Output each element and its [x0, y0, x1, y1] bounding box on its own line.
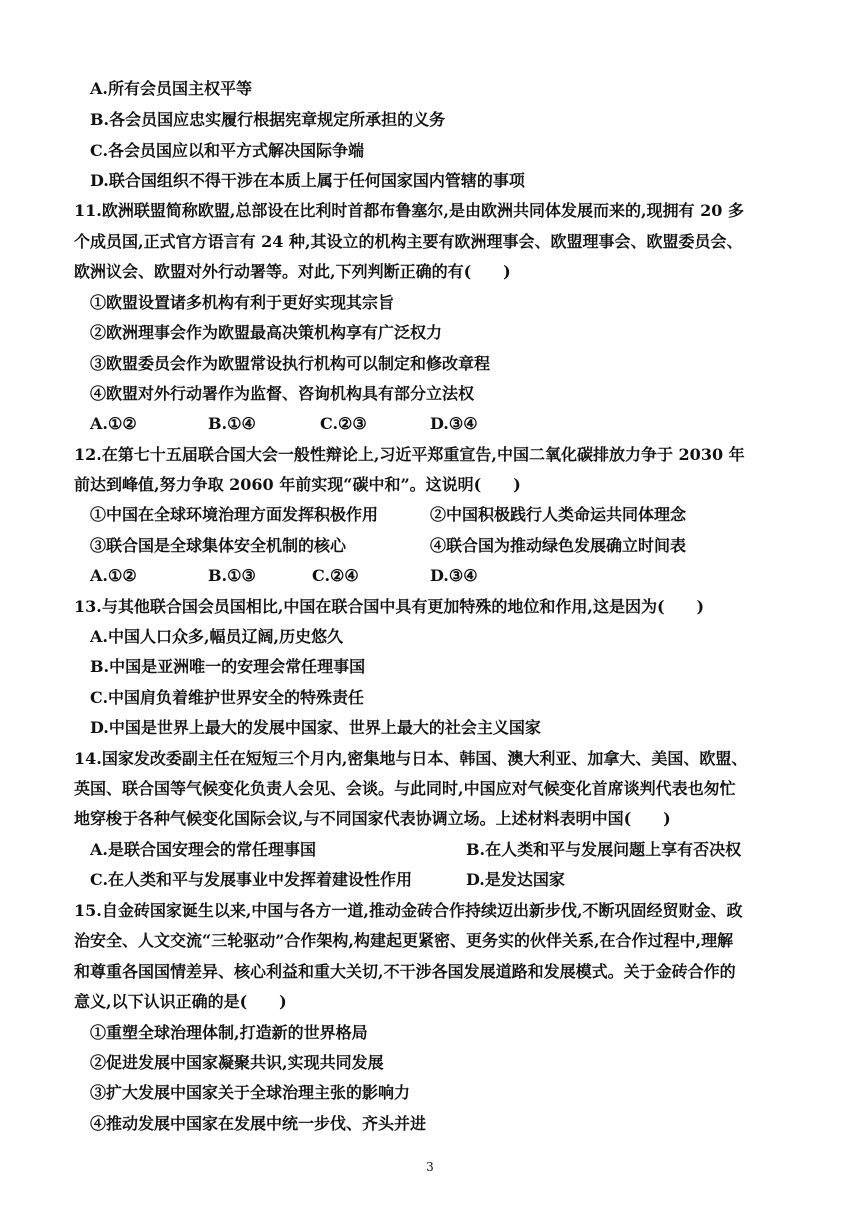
q13-option-d: D.中国是世界上最大的发展中国家、世界上最大的社会主义国家: [90, 718, 541, 737]
q14-option-c: C.在人类和平与发展事业中发挥着建设性作用: [90, 870, 413, 889]
q11-choice-a: A.①②: [90, 414, 137, 433]
q11-statement-4: ④欧盟对外行动署作为监督、咨询机构具有部分立法权: [90, 384, 475, 403]
q15-stem-line-3: 和尊重各国国情差异、核心利益和重大关切,不干涉各国发展道路和发展模式。关于金砖合作的: [74, 962, 736, 981]
q11-choice-c: C.②③: [320, 414, 367, 433]
q11-choice-d: D.③④: [430, 414, 478, 433]
q14-option-a: A.是联合国安理会的常任理事国: [90, 840, 316, 859]
q10-option-c: C.各会员国应以和平方式解决国际争端: [90, 141, 365, 160]
q13-stem-line-1: 13.与其他联合国会员国相比,中国在联合国中具有更加特殊的地位和作用,这是因为( ): [74, 597, 705, 616]
q11-stem-line-2: 个成员国,正式官方语言有 24 种,其设立的机构主要有欧洲理事会、欧盟理事会、欧盟委员会、: [74, 232, 743, 251]
page-number: 3: [426, 1160, 434, 1174]
q14-stem-line-2: 英国、联合国等气候变化负责人会见、会谈。与此同时,中国应对气候变化首席谈判代表也匆忙: [74, 779, 736, 798]
q12-choice-b: B.①③: [208, 566, 256, 585]
q10-option-d: D.联合国组织不得干涉在本质上属于任何国家国内管辖的事项: [90, 171, 525, 190]
q12-choice-a: A.①②: [90, 566, 137, 585]
q14-option-b: B.在人类和平与发展问题上享有否决权: [466, 840, 742, 859]
q11-stem-line-3: 欧洲议会、欧盟对外行动署等。对此,下列判断正确的有( ): [74, 262, 511, 281]
q13-option-c: C.中国肩负着维护世界安全的特殊责任: [90, 688, 365, 707]
q12-stem-line-1: 12.在第七十五届联合国大会一般性辩论上,习近平郑重宣告,中国二氧化碳排放力争于 2030 年: [74, 445, 745, 464]
q13-option-b: B.中国是亚洲唯一的安理会常任理事国: [90, 657, 366, 676]
q11-stem-line-1: 11.欧洲联盟简称欧盟,总部设在比利时首都布鲁塞尔,是由欧洲共同体发展而来的,现拥有 20 多: [74, 201, 744, 220]
q12-statement-4: ④联合国为推动绿色发展确立时间表: [430, 536, 687, 555]
q13-option-a: A.中国人口众多,幅员辽阔,历史悠久: [90, 627, 344, 646]
q12-statement-1: ①中国在全球环境治理方面发挥积极作用: [90, 505, 379, 524]
q14-stem-line-3: 地穿梭于各种气候变化国际会议,与不同国家代表协调立场。上述材料表明中国( ): [74, 809, 671, 828]
q12-choice-d: D.③④: [430, 566, 478, 585]
q15-statement-4: ④推动发展中国家在发展中统一步伐、齐头并进: [90, 1114, 427, 1133]
q12-statement-3: ③联合国是全球集体安全机制的核心: [90, 536, 347, 555]
q15-statement-2: ②促进发展中国家凝聚共识,实现共同发展: [90, 1053, 384, 1072]
q15-stem-line-1: 15.自金砖国家诞生以来,中国与各方一道,推动金砖合作持续迈出新步伐,不断巩固经贸财金、政: [74, 901, 743, 920]
q14-stem-line-1: 14.国家发改委副主任在短短三个月内,密集地与日本、韩国、澳大利亚、加拿大、美国、欧盟、: [74, 749, 748, 768]
q10-option-b: B.各会员国应忠实履行根据宪章规定所承担的义务: [90, 110, 446, 129]
q11-statement-1: ①欧盟设置诸多机构有利于更好实现其宗旨: [90, 293, 395, 312]
q12-choice-c: C.②④: [312, 566, 359, 585]
q11-statement-3: ③欧盟委员会作为欧盟常设执行机构可以制定和修改章程: [90, 354, 491, 373]
q11-statement-2: ②欧洲理事会作为欧盟最高决策机构享有广泛权力: [90, 323, 443, 342]
q14-option-d: D.是发达国家: [466, 870, 565, 889]
q15-stem-line-2: 治安全、人文交流“三轮驱动”合作架构,构建起更紧密、更务实的伙伴关系,在合作过程中,理解: [74, 931, 734, 950]
q15-statement-3: ③扩大发展中国家关于全球治理主张的影响力: [90, 1083, 411, 1102]
q15-stem-line-4: 意义,以下认识正确的是( ): [74, 992, 287, 1011]
q12-statement-2: ②中国积极践行人类命运共同体理念: [430, 505, 687, 524]
q12-stem-line-2: 前达到峰值,努力争取 2060 年前实现“碳中和”。这说明( ): [74, 475, 521, 494]
q15-statement-1: ①重塑全球治理体制,打造新的世界格局: [90, 1023, 368, 1042]
q10-option-a: A.所有会员国主权平等: [90, 79, 252, 98]
q11-choice-b: B.①④: [208, 414, 256, 433]
